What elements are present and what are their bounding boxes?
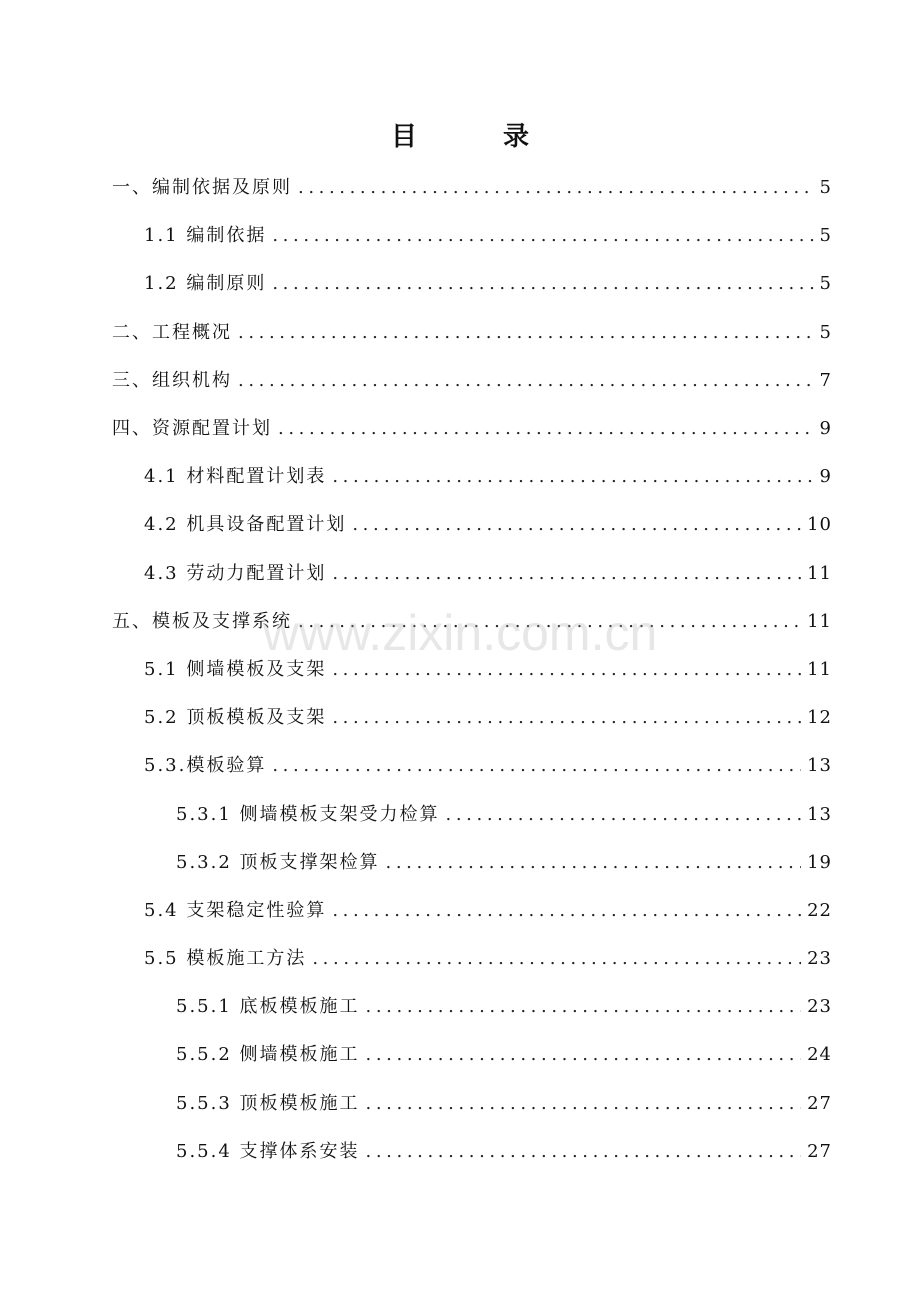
toc-dot-leader <box>386 851 802 875</box>
toc-entry-label: 5.3.2 顶板支撑架检算 <box>176 851 380 873</box>
toc-dot-leader <box>272 754 801 778</box>
toc-dot-leader <box>366 1140 802 1164</box>
toc-entry[interactable] <box>0 357 920 405</box>
toc-entry[interactable] <box>0 309 920 357</box>
toc-dot-leader <box>332 899 801 923</box>
toc-entry-label: 4.3 劳动力配置计划 <box>144 562 327 584</box>
toc-entry-label: 5.5.2 侧墙模板施工 <box>176 1044 360 1066</box>
toc-entry[interactable] <box>0 212 920 260</box>
toc-page-number: 10 <box>807 514 832 536</box>
toc-entry-label: 四、资源配置计划 <box>112 418 272 440</box>
toc-entry-label: 5.4 支架稳定性验算 <box>144 899 327 921</box>
toc-dot-leader <box>332 706 801 730</box>
toc-page-number: 5 <box>819 273 832 295</box>
toc-dot-leader <box>332 658 801 682</box>
toc-dot-leader <box>298 610 801 634</box>
toc-entry[interactable] <box>0 501 920 549</box>
toc-entry-label: 一、编制依据及原则 <box>112 177 292 199</box>
toc-page-number: 11 <box>807 562 832 584</box>
toc-entry-label: 4.2 机具设备配置计划 <box>144 514 347 536</box>
toc-entry[interactable] <box>0 1031 920 1079</box>
toc-page-number: 27 <box>807 1092 832 1114</box>
toc-dot-leader <box>332 562 801 586</box>
toc-entry[interactable] <box>0 1080 920 1128</box>
toc-entry[interactable] <box>0 935 920 983</box>
toc-page-number: 7 <box>819 369 832 391</box>
toc-dot-leader <box>238 321 814 345</box>
toc-entry[interactable] <box>0 453 920 501</box>
toc-page-number: 23 <box>807 948 832 970</box>
toc-page-number: 13 <box>807 803 832 825</box>
toc-entry[interactable] <box>0 983 920 1031</box>
toc-dot-leader <box>366 995 802 1019</box>
toc-dot-leader <box>332 465 813 489</box>
toc-dot-leader <box>272 272 813 296</box>
toc-dot-leader <box>312 947 801 971</box>
toc-dot-leader <box>238 369 814 393</box>
toc-entry-label: 5.5 模板施工方法 <box>144 948 307 970</box>
toc-entry-label: 1.2 编制原则 <box>144 273 267 295</box>
toc-entry[interactable] <box>0 164 920 212</box>
toc-page-number: 23 <box>807 996 832 1018</box>
toc-dot-leader <box>298 176 814 200</box>
toc-entry-label: 二、工程概况 <box>112 321 232 343</box>
toc-entry-label: 5.1 侧墙模板及支架 <box>144 658 327 680</box>
toc-entry-label: 5.5.1 底板模板施工 <box>176 996 360 1018</box>
toc-page-number: 11 <box>807 610 832 632</box>
toc-entry-label: 5.2 顶板模板及支架 <box>144 707 327 729</box>
toc-dot-leader <box>366 1043 802 1067</box>
toc-dot-leader <box>272 224 813 248</box>
toc-page-number: 9 <box>819 418 832 440</box>
toc-entry[interactable] <box>0 646 920 694</box>
toc-dot-leader <box>352 513 801 537</box>
toc-entry[interactable] <box>0 1128 920 1176</box>
toc-entry-label: 5.5.3 顶板模板施工 <box>176 1092 360 1114</box>
toc-entry[interactable] <box>0 790 920 838</box>
toc-page-number: 9 <box>819 466 832 488</box>
toc-dot-leader <box>366 1092 802 1116</box>
watermark: www.zixin.com.cn <box>262 605 658 661</box>
toc-entry[interactable] <box>0 405 920 453</box>
toc-entry[interactable] <box>0 839 920 887</box>
toc-entry-label: 4.1 材料配置计划表 <box>144 466 327 488</box>
toc-entry[interactable] <box>0 260 920 308</box>
toc-entry-label: 三、组织机构 <box>112 369 232 391</box>
toc-page-number: 5 <box>819 225 832 247</box>
toc-dot-leader <box>446 803 802 827</box>
toc-dot-leader <box>278 417 814 441</box>
toc-entry-label: 五、模板及支撑系统 <box>112 610 292 632</box>
toc-entry[interactable] <box>0 887 920 935</box>
table-of-contents <box>0 164 920 1176</box>
toc-title: 目 录 <box>390 122 559 152</box>
toc-entry[interactable] <box>0 598 920 646</box>
toc-page-number: 22 <box>807 899 832 921</box>
toc-page-number: 27 <box>807 1140 832 1162</box>
toc-entry-label: 5.5.4 支撑体系安装 <box>176 1140 360 1162</box>
toc-entry-label: 5.3.模板验算 <box>144 755 267 777</box>
toc-page-number: 5 <box>819 321 832 343</box>
toc-page-number: 13 <box>807 755 832 777</box>
toc-page-number: 5 <box>819 177 832 199</box>
toc-entry-label: 5.3.1 侧墙模板支架受力检算 <box>176 803 440 825</box>
toc-page-number: 12 <box>807 707 832 729</box>
toc-entry[interactable] <box>0 694 920 742</box>
toc-page-number: 24 <box>807 1044 832 1066</box>
toc-page-number: 11 <box>807 658 832 680</box>
toc-page-number: 19 <box>807 851 832 873</box>
toc-entry[interactable] <box>0 550 920 598</box>
toc-entry[interactable] <box>0 742 920 790</box>
toc-entry-label: 1.1 编制依据 <box>144 225 267 247</box>
